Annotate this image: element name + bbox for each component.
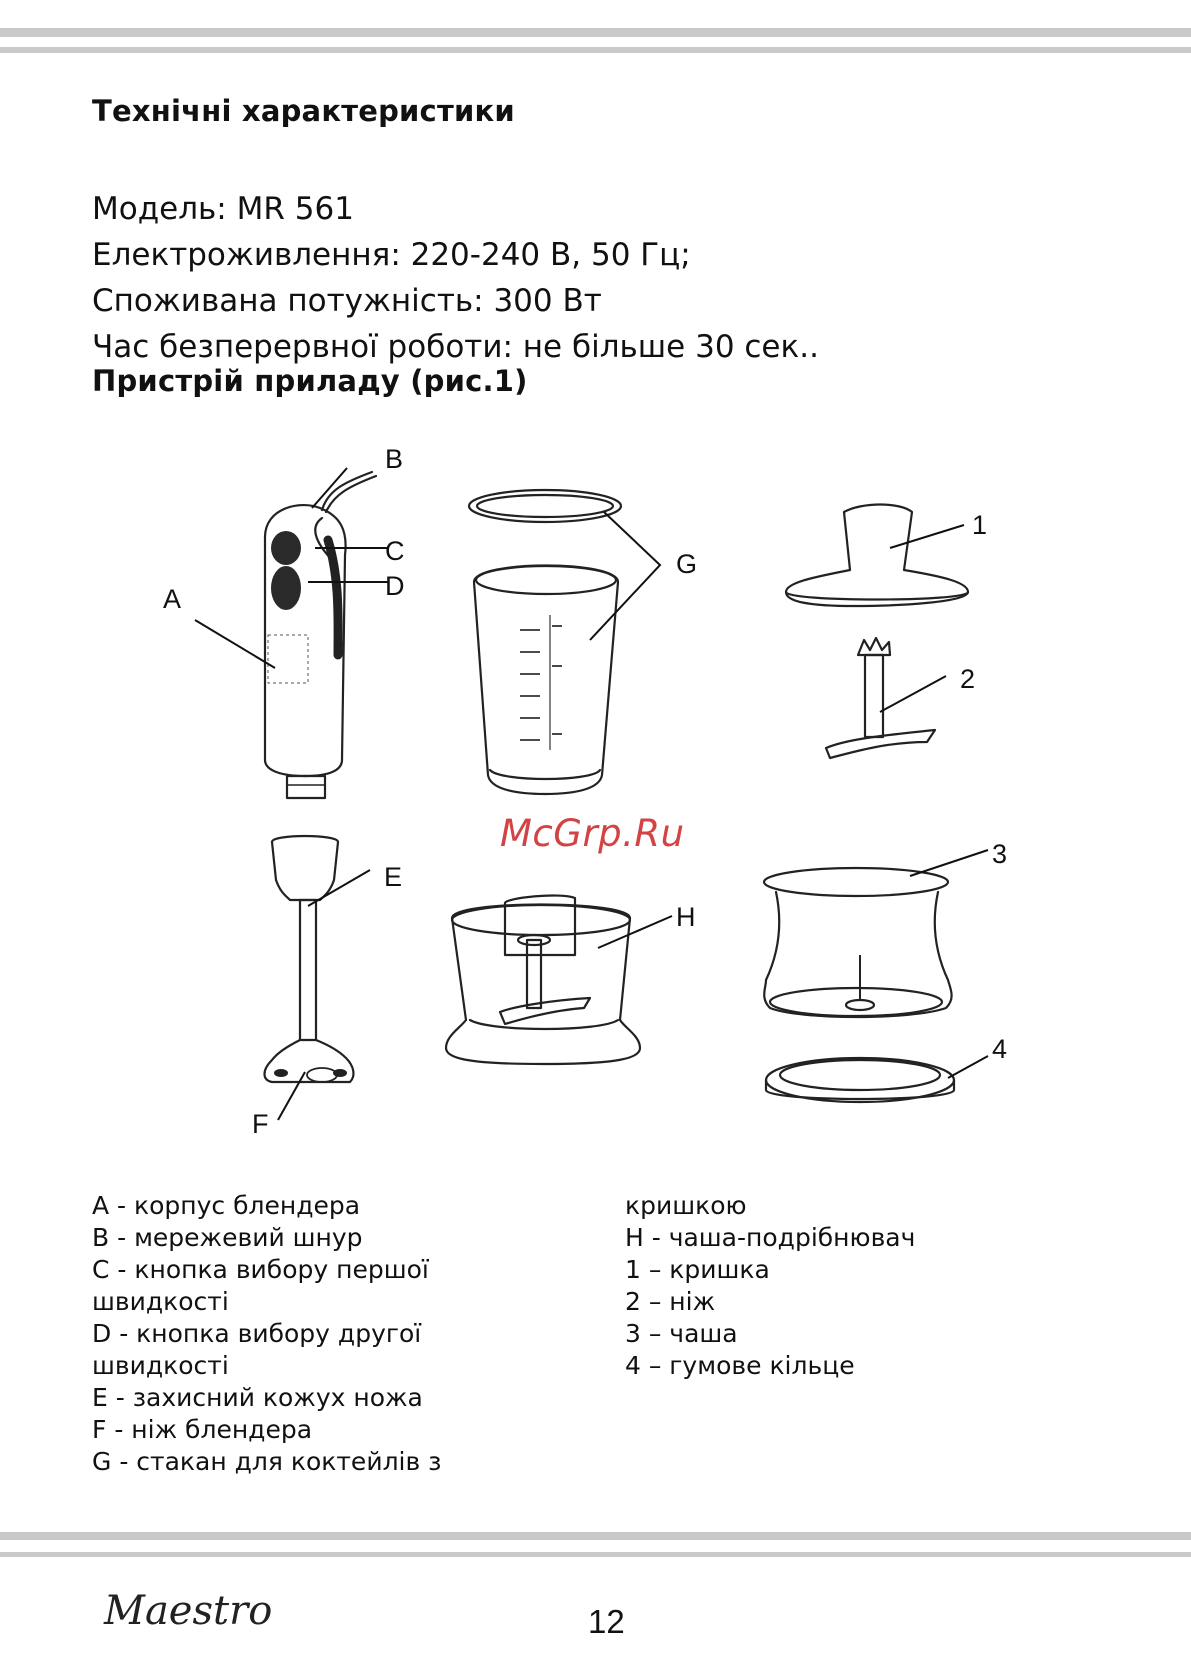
legend-item: 1 – кришка (625, 1255, 770, 1284)
chopper-bowl-2-drawing (764, 868, 952, 1017)
legend-item: G - стакан для коктейлів з (92, 1447, 442, 1476)
legend-right (625, 1190, 915, 1382)
page-title: Технічні характеристики (92, 94, 515, 128)
label-4: 4 (992, 1034, 1008, 1064)
label-C: C (385, 536, 405, 566)
legend-item: E - захисний кожух ножа (92, 1383, 423, 1412)
device-heading: Пристрій приладу (рис.1) (92, 364, 528, 398)
legend-item: F - ніж блендера (92, 1415, 313, 1444)
brand-logo: Maestro (104, 1588, 273, 1634)
label-A: A (163, 584, 182, 614)
device-diagram (0, 430, 1191, 1150)
bottom-rule-1 (0, 1532, 1191, 1540)
watermark: McGrp.Ru (500, 812, 685, 855)
legend-item: 3 – чаша (625, 1319, 738, 1348)
label-1: 1 (972, 510, 988, 540)
page-number: 12 (588, 1603, 625, 1640)
spec-run-time: Час безперервної роботи: не більше 30 сек.. (92, 329, 819, 365)
blender-shaft-drawing (265, 836, 354, 1082)
label-G: G (676, 549, 698, 579)
top-rule-2 (0, 47, 1191, 53)
label-F: F (252, 1109, 269, 1139)
spec-model: Модель: MR 561 (92, 191, 354, 227)
label-E: E (384, 862, 403, 892)
chopper-bowl-drawing (446, 895, 640, 1064)
legend-item: 2 – ніж (625, 1287, 716, 1316)
legend-item: B - мережевий шнур (92, 1223, 363, 1252)
top-rule-1 (0, 28, 1191, 37)
legend-item: C - кнопка вибору першої (92, 1255, 429, 1284)
blender-body-drawing (265, 472, 376, 798)
chopper-lid-drawing (786, 505, 968, 607)
spec-power-supply: Електроживлення: 220-240 В, 50 Гц; (92, 237, 691, 273)
label-B: B (385, 444, 404, 474)
rubber-ring-drawing (766, 1058, 954, 1102)
bottom-rule-2 (0, 1552, 1191, 1557)
legend-item: D - кнопка вибору другої (92, 1319, 422, 1348)
legend-item: H - чаша-подрібнювач (625, 1223, 916, 1252)
legend-item: A - корпус блендера (92, 1191, 361, 1220)
device-figure (0, 430, 1191, 1150)
label-D: D (385, 571, 405, 601)
label-H: H (676, 902, 696, 932)
spec-list (92, 186, 819, 370)
legend-item: швидкості (92, 1287, 229, 1316)
label-3: 3 (992, 839, 1008, 869)
chopper-blade-drawing (826, 638, 935, 758)
spec-power-consumption: Споживана потужність: 300 Вт (92, 283, 602, 319)
label-2: 2 (960, 664, 976, 694)
legend-item: швидкості (92, 1351, 229, 1380)
legend-item: 4 – гумове кільце (625, 1351, 855, 1380)
legend-item: кришкою (625, 1191, 747, 1220)
legend-left (92, 1190, 441, 1478)
leader-lines (195, 468, 988, 1120)
beaker-drawing (469, 490, 621, 794)
